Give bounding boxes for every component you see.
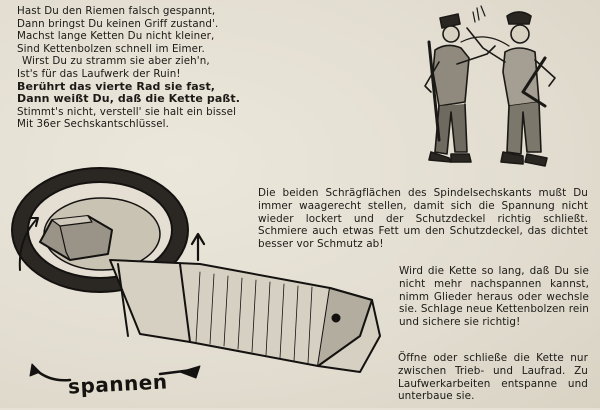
soldiers-illustration xyxy=(395,2,585,172)
verse-line: Machst lange Ketten Du nicht kleiner, xyxy=(17,30,215,43)
verse-block xyxy=(17,5,252,131)
verse-line: Dann bringst Du keinen Griff zustand'. xyxy=(17,17,219,30)
verse-line: Stimmt's nicht, verstell' sie halt ein bissel xyxy=(17,105,237,118)
verse-line: Wirst Du zu stramm sie aber zieh'n, xyxy=(22,55,210,68)
paragraph-chain-open: Öffne oder schließe die Kette nur zwischen Trieb- und Laufrad. Zu Laufwerkarbeiten entspanne und unterbaue sie. xyxy=(398,352,588,403)
paragraph-hexagon: Die beiden Schrägflächen des Spindelsechskants mußt Du immer waagerecht stellen, damit sich die Spannung nicht wieder lockert und der Schutzdeckel richtig schließt. Schmiere auch etwas Fett um den Schutzdeckel, das dichtet besser vor Schmutz ab! xyxy=(258,187,588,251)
paragraph-chain-length: Wird die Kette so lang, daß Du sie nicht mehr nachspannen kannst, nimm Glieder heraus oder wechsle sie. Schlage neue Kettenbolzen rein und sichere sie richtig! xyxy=(399,265,589,329)
verse-bold-line: Berührt das vierte Rad sie fast, xyxy=(17,79,216,93)
verse-line: Sind Kettenbolzen schnell im Eimer. xyxy=(17,42,205,55)
verse-line: Ist's für das Laufwerk der Ruin! xyxy=(17,67,181,80)
verse-line: Hast Du den Riemen falsch gespannt, xyxy=(17,5,216,17)
verse-bold-line: Dann weißt Du, daß die Kette paßt. xyxy=(17,92,241,106)
spannen-label: spannen xyxy=(67,369,169,399)
verse-line: Mit 36er Sechskantschlüssel. xyxy=(17,118,170,131)
